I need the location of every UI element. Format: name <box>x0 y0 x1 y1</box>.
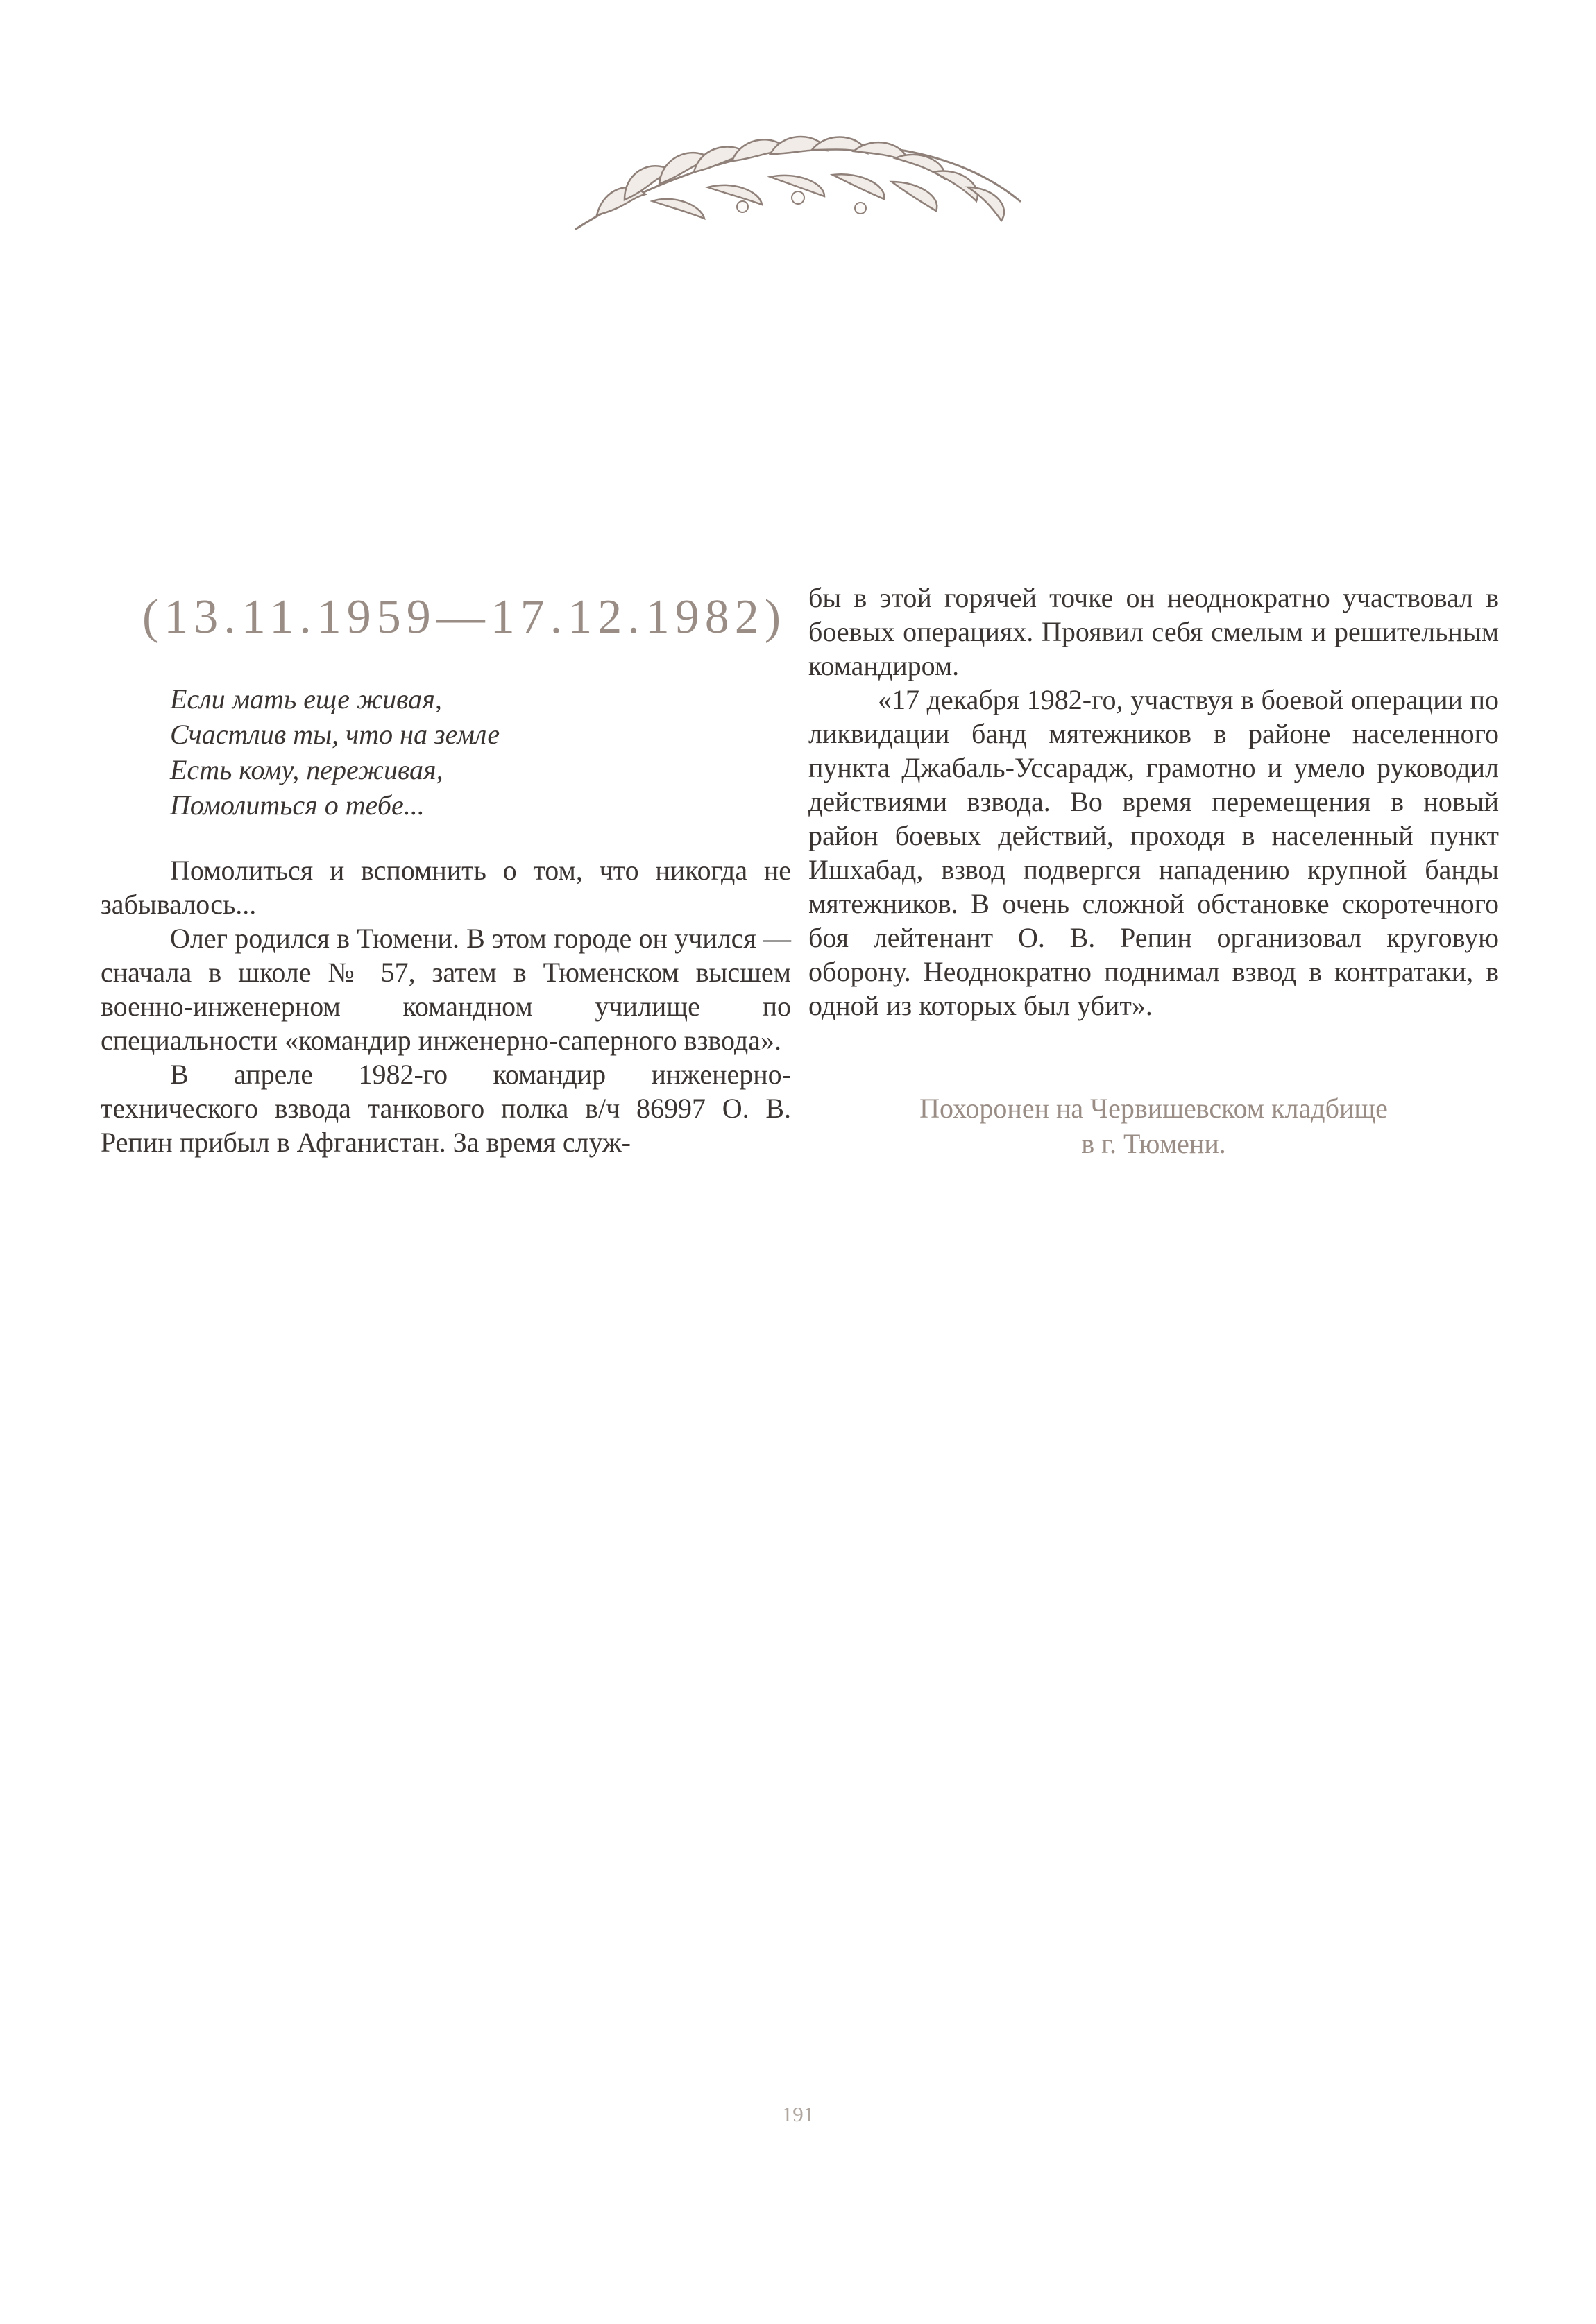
paragraph: Помолиться и вспомнить о том, что никогда не забывалось... <box>101 855 791 920</box>
paragraph: Олег родился в Тюмени. В этом городе он учился — сначала в школе № 57, затем в Тюменском высшем военно-инженерном командном училище по специальности «командир инженерно-саперного взвода». <box>101 923 791 1056</box>
paragraph: В апреле 1982-го командир инженерно-технического взвода танкового полка в/ч 86997 О. В. Репин прибыл в Афганистан. За время служ- <box>101 1059 791 1158</box>
right-text-column <box>808 581 1499 1023</box>
paragraph: «17 декабря 1982-го, участвуя в боевой операции по ликвидации банд мятежников в районе населенного пункта Джабаль-Уссарадж, грамотно и умело руководил действиями взвода. Во время перемещения в новый район боевых действий, проходя в населенный пункт Ишхабад, взвод подвергся нападению крупной банды мятежников. В очень сложной обстановке скоротечного боя лейтенант О. В. Репин организовал круговую оборону. Неоднократно поднимал взвод в контратаки, в одной из которых был убит». <box>808 684 1499 1021</box>
poem-line: Если мать еще живая, <box>170 683 442 715</box>
life-dates: (13.11.1959—17.12.1982) <box>142 590 787 644</box>
poem-line: Счастлив ты, что на земле <box>170 719 500 750</box>
page-number: 191 <box>781 2102 815 2126</box>
epigraph-poem <box>170 681 767 823</box>
burial-line: в г. Тюмени. <box>1081 1128 1226 1159</box>
left-text-column <box>101 853 791 1159</box>
burial-line: Похоронен на Червишевском кладбище <box>919 1093 1388 1124</box>
burial-note <box>808 1091 1499 1161</box>
poem-line: Помолиться о тебе... <box>170 789 425 821</box>
paragraph: бы в этой горячей точке он неоднократно участвовал в боевых операциях. Проявил себя смелым и решительным командиром. <box>808 582 1499 681</box>
poem-line: Есть кому, переживая, <box>170 754 443 785</box>
laurel-branch-icon <box>569 118 1027 243</box>
